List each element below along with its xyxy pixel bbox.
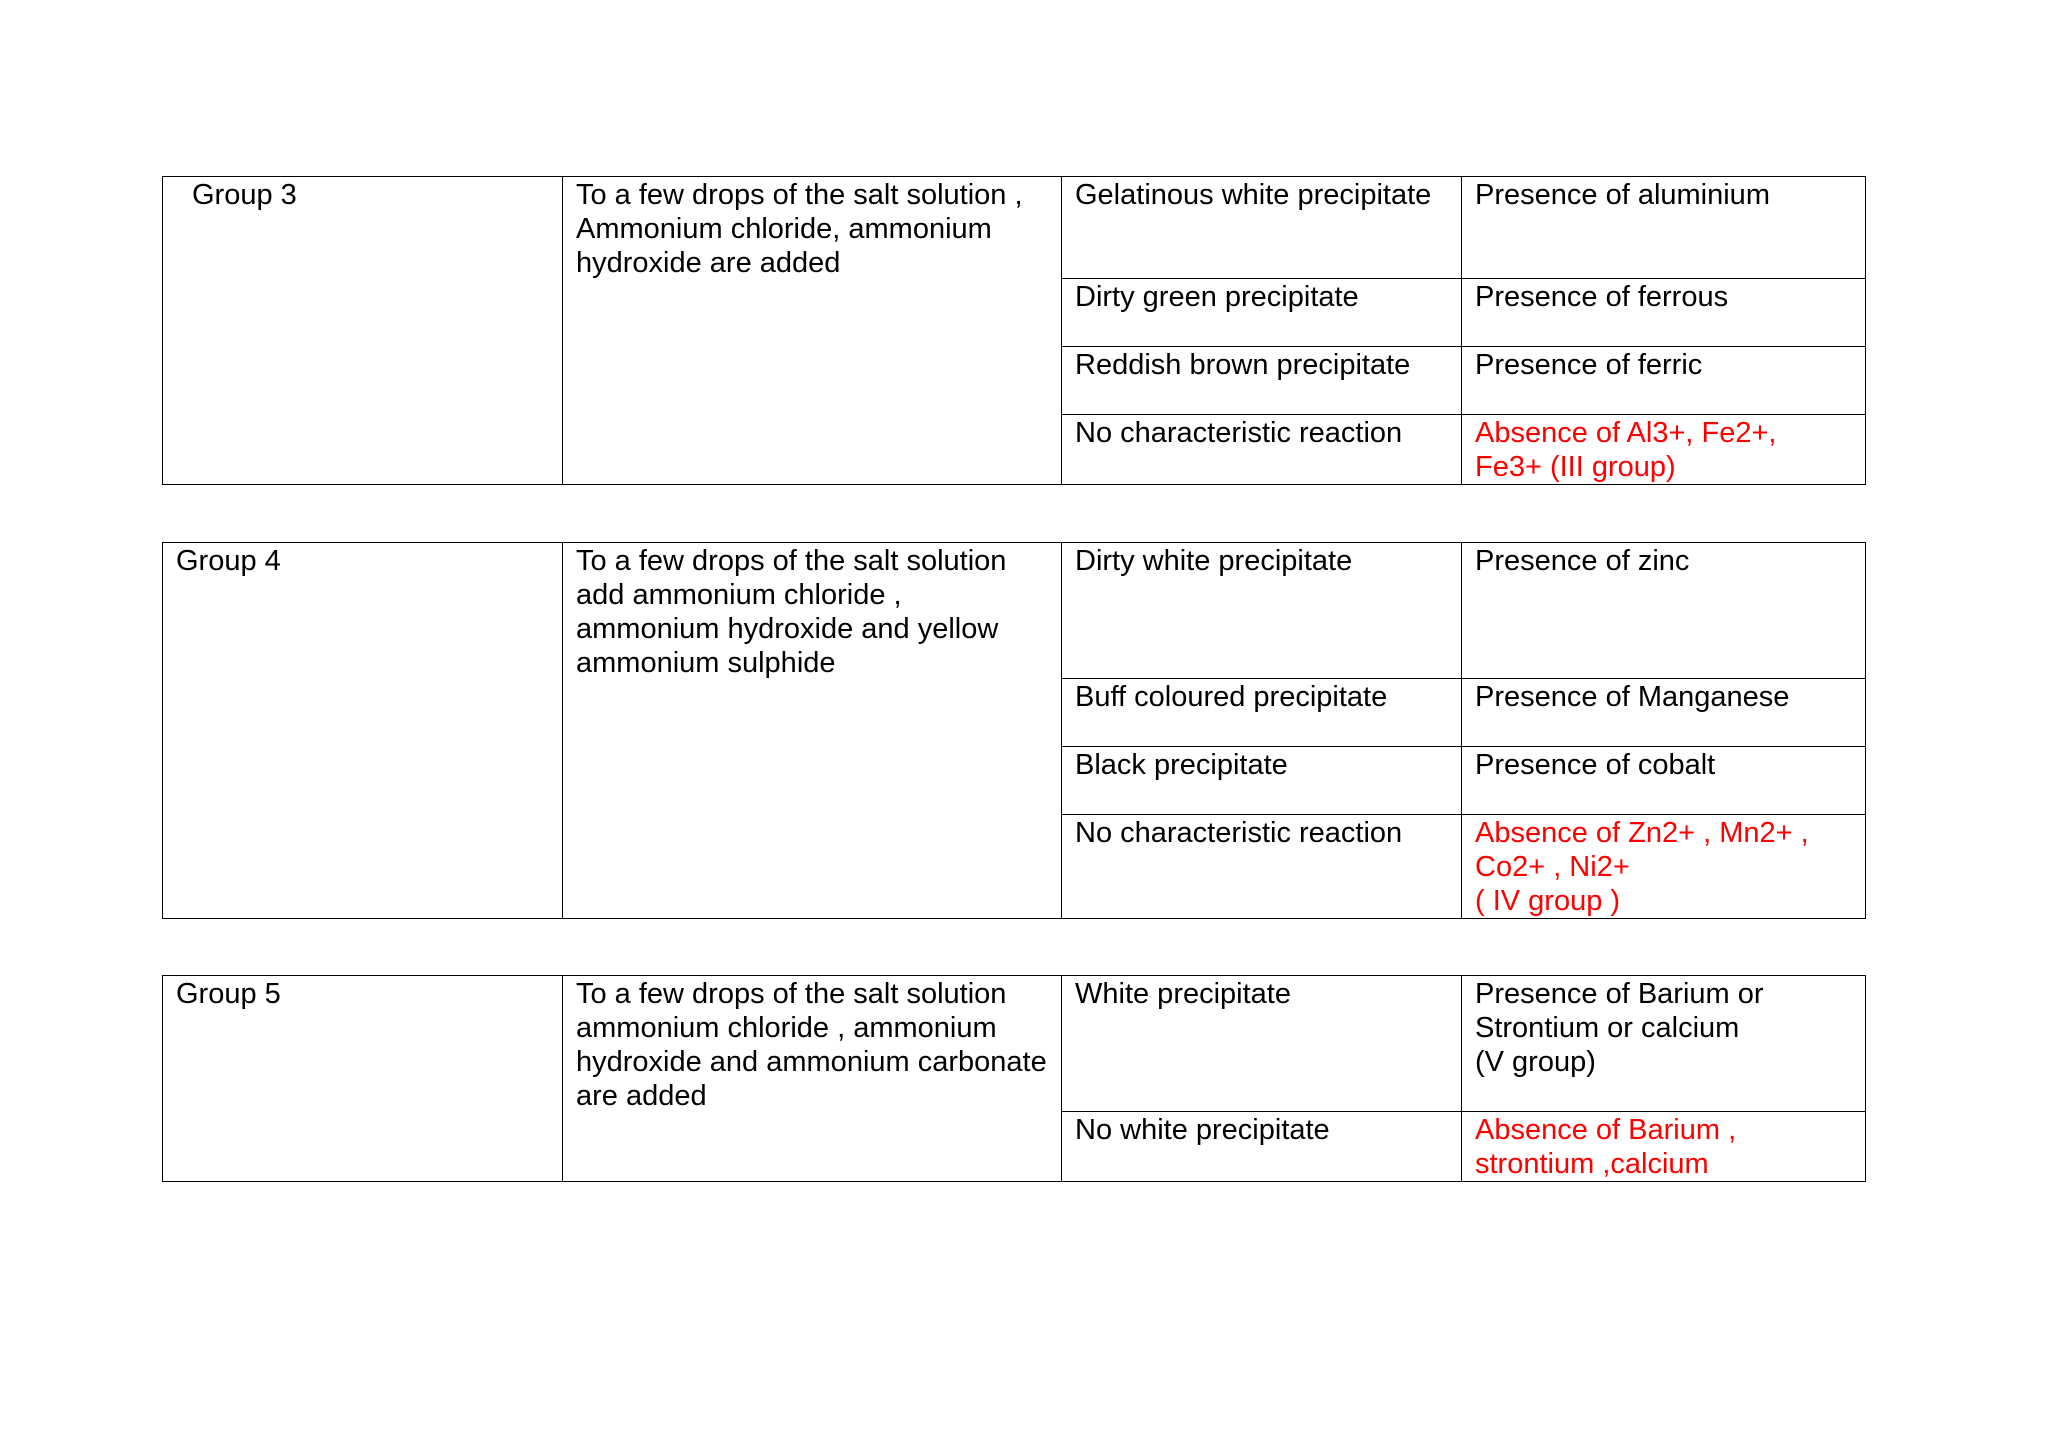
- observation-cell: Buff coloured precipitate: [1062, 679, 1462, 747]
- group-3-table: [162, 176, 1866, 485]
- observation-cell: No characteristic reaction: [1062, 415, 1462, 485]
- procedure-cell: To a few drops of the salt solution add ammonium chloride , ammonium hydroxide and yellow ammonium sulphide: [563, 543, 1062, 919]
- procedure-cell: To a few drops of the salt solution ammonium chloride , ammonium hydroxide and ammonium carbonate are added: [563, 976, 1062, 1182]
- procedure-cell: To a few drops of the salt solution , Ammonium chloride, ammonium hydroxide are added: [563, 177, 1062, 485]
- observation-cell: No characteristic reaction: [1062, 815, 1462, 919]
- inference-cell: Presence of zinc: [1462, 543, 1866, 679]
- group-name-cell: Group 5: [163, 976, 563, 1182]
- inference-cell: Presence of Manganese: [1462, 679, 1866, 747]
- inference-cell: Presence of ferric: [1462, 347, 1866, 415]
- group-name-cell: Group 4: [163, 543, 563, 919]
- observation-cell: Dirty white precipitate: [1062, 543, 1462, 679]
- observation-cell: No white precipitate: [1062, 1112, 1462, 1182]
- observation-cell: Black precipitate: [1062, 747, 1462, 815]
- observation-cell: Reddish brown precipitate: [1062, 347, 1462, 415]
- inference-cell-absence: Absence of Al3+, Fe2+, Fe3+ (III group): [1462, 415, 1866, 485]
- inference-cell-absence: Absence of Barium , strontium ,calcium: [1462, 1112, 1866, 1182]
- inference-cell-absence: Absence of Zn2+ , Mn2+ , Co2+ , Ni2+ ( IV group ): [1462, 815, 1866, 919]
- group-5-table: [162, 975, 1866, 1182]
- group-name-cell: Group 3: [163, 177, 563, 485]
- inference-cell: Presence of aluminium: [1462, 177, 1866, 279]
- group-4-table: [162, 542, 1866, 919]
- inference-cell: Presence of cobalt: [1462, 747, 1866, 815]
- observation-cell: Dirty green precipitate: [1062, 279, 1462, 347]
- inference-cell: Presence of Barium or Strontium or calcium (V group): [1462, 976, 1866, 1112]
- observation-cell: White precipitate: [1062, 976, 1462, 1112]
- inference-cell: Presence of ferrous: [1462, 279, 1866, 347]
- observation-cell: Gelatinous white precipitate: [1062, 177, 1462, 279]
